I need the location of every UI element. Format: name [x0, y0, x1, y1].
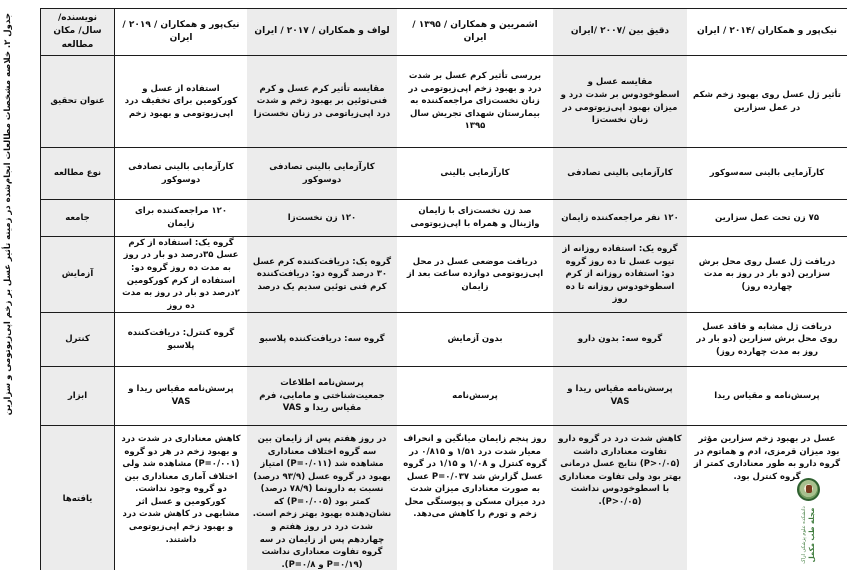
study-ashmariin1395-control: بدون آزمایش	[397, 313, 553, 367]
study-nikpour2019-population: ۱۲۰ مراجعه‌کننده برای زایمان	[115, 200, 247, 237]
study-nikpour2014-control: دریافت ژل مشابه و فاقد عسل روی محل برش سزارین (دو بار در روز به مدت چهارده روز)	[687, 313, 847, 367]
study-lavaf2017-tools: پرسش‌نامه اطلاعات جمعیت‌شناختی و مامایی، فرم مقیاس ریدا و VAS	[247, 367, 397, 426]
journal-name: مجله طب مکمل	[807, 507, 816, 563]
study-daghighbin2007-tools: پرسش‌نامه مقیاس ریدا و VAS	[553, 367, 687, 426]
study-ashmariin1395-title: بررسی تأثیر کرم عسل بر شدت درد و بهبود زخم اپی‌زیوتومی در زنان نخست‌زای مراجعه‌کننده به بیمارستان شهدای تجریش سال ۱۳۹۵	[397, 56, 553, 148]
study-nikpour2014-author: نیک‌پور و همکاران /۲۰۱۴ / ایران	[687, 8, 847, 56]
study-nikpour2019-findings: کاهش معناداری در شدت درد و بهبود زخم در هر دو گروه (P=۰/۰۰۱) مشاهده شد ولی اختلاف آماری معناداری بین دو گروه وجود نداشت. کورکومین و عسل اثر مشابهی در کاهش شدت درد و بهبود زخم اپی‌زیوتومی داشتند.	[121, 434, 241, 545]
study-nikpour2019-title: استفاده از عسل و کورکومین برای تخفیف درد اپی‌زیوتومی و بهبود زخم	[115, 56, 247, 148]
study-nikpour2014-type: کارآزمایی بالینی سه‌سوکور	[687, 148, 847, 200]
study-lavaf2017-experiment: گروه یک: دریافت‌کننده کرم عسل ۳۰ درصد گروه دو: دریافت‌کننده کرم فنی توئین سدیم یک درصد	[247, 237, 397, 313]
study-nikpour2014-title: تأثیر ژل عسل روی بهبود زخم شکم در عمل سزارین	[687, 56, 847, 148]
study-ashmariin1395-population: صد زن نخست‌زای با زایمان واژینال و همراه با اپی‌زیوتومی	[397, 200, 553, 237]
study-lavaf2017-title: مقایسه تأثیر کرم عسل و کرم فنی‌توئین بر بهبود زخم و شدت درد اپی‌زیاتومی در زنان نخست‌زا	[247, 56, 397, 148]
study-daghighbin2007-title: مقایسه عسل و اسطوخودوس بر شدت درد و میزان بهبود اپی‌زیوتومی در زنان نخست‌زا	[553, 56, 687, 148]
study-ashmariin1395-type: کارآزمایی بالینی	[397, 148, 553, 200]
study-nikpour2019-control: گروه کنترل: دریافت‌کننده پلاسبو	[115, 313, 247, 367]
study-nikpour2014-findings: عسل در بهبود زخم سزارین مؤثر بود میزان قرمزی، ادم و هماتوم در گروه دارو به طور معناداری کمتر از گروه کنترل بود.	[693, 434, 841, 482]
study-lavaf2017-findings: در روز هفتم پس از زایمان بین سه گروه اختلاف معناداری مشاهده شد (P=۰/۰۱۱) امتیاز بهبود در گروه عسل (۹۳/۹ درصد) نسبت به دارونما (۷۸/۹ درصد) کمتر بود (P=۰/۰۰۵) که نشان‌دهنده بهبود بهتر زخم است. شدت درد در روز هفتم و چهاردهم پس از زایمان در سه گروه تفاوت معناداری نداشت (P=۰/۱۹ و P=۰/۸).	[247, 426, 397, 570]
study-ashmariin1395-author: اشمریین و همکاران / ۱۳۹۵ /ایران	[397, 8, 553, 56]
study-lavaf2017-control: گروه سه: دریافت‌کننده پلاسبو	[247, 313, 397, 367]
studies-summary-table	[40, 8, 847, 570]
study-lavaf2017-type: کارآزمایی بالینی تصادفی دوسوکور	[247, 148, 397, 200]
seal-core-icon	[806, 485, 812, 493]
study-ashmariin1395-experiment: دریافت موضعی عسل در محل اپی‌زیوتومی دوازده ساعت بعد از زایمان	[397, 237, 553, 313]
journal-affiliation: دانشکده علوم پزشکی اراک	[801, 506, 807, 564]
study-nikpour2019-experiment: گروه یک: استفاده از کرم عسل ۳۵درصد دو بار در روز به مدت ده روز گروه دو: استفاده از کرم کورکومین ۲درصد دو بار در روز به مدت ده روز	[115, 237, 247, 313]
row-label-tools: ابزار	[40, 367, 115, 426]
study-daghighbin2007-findings: کاهش شدت درد در گروه دارو تفاوت معناداری داشت (P>۰/۰۵) نتایج عسل درمانی بهتر بود ولی تفاوت معناداری با اسطوخودوس نداشت (P>۰/۰۵).	[553, 426, 687, 570]
row-label-control: کنترل	[40, 313, 115, 367]
study-daghighbin2007-author: دقیق بین /۲۰۰۷ /ایران	[553, 8, 687, 56]
study-daghighbin2007-type: کارآزمایی بالینی تصادفی	[553, 148, 687, 200]
row-label-author: نویسنده/ سال/ مکان مطالعه	[40, 8, 115, 56]
study-lavaf2017-author: لواف و همکاران / ۲۰۱۷ / ایران	[247, 8, 397, 56]
table-caption-vertical: جدول ۲. خلاصه مشخصات مطالعات انجام‌شده در زمینه تأثیر عسل بر زخم اپی‌زیوتومی و سزارین	[3, 13, 13, 416]
study-nikpour2014-tools: پرسش‌نامه و مقیاس ریدا	[687, 367, 847, 426]
study-lavaf2017-population: ۱۲۰ زن نخست‌زا	[247, 200, 397, 237]
row-label-type: نوع مطالعه	[40, 148, 115, 200]
study-ashmariin1395-findings: روز پنجم زایمان میانگین و انحراف معیار شدت درد ۱/۵۱ و ۰/۸۱۵ در گروه کنترل و ۱/۰۸ و ۱/۱۵ در گروه عسل گزارش شد P=۰/۰۳۷ عسل به صورت معناداری میزان شدت درد میزان مسکن و پیوستگی محل زخم و تورم را کاهش می‌دهد.	[403, 434, 547, 520]
study-daghighbin2007-population: ۱۲۰ نفر مراجعه‌کننده زایمان	[553, 200, 687, 237]
study-ashmariin1395-tools: پرسش‌نامه	[397, 367, 553, 426]
row-label-experiment: آزمایش	[40, 237, 115, 313]
study-nikpour2014-population: ۷۵ زن تحت عمل سزارین	[687, 200, 847, 237]
row-label-findings: یافته‌ها	[40, 426, 115, 570]
study-nikpour2019-tools: پرسش‌نامه مقیاس ریدا و VAS	[115, 367, 247, 426]
journal-seal-icon	[797, 478, 820, 501]
row-label-title: عنوان تحقیق	[40, 56, 115, 148]
study-daghighbin2007-control: گروه سه: بدون دارو	[553, 313, 687, 367]
study-nikpour2014-experiment: دریافت ژل عسل روی محل برش سزارین (دو بار در روز به مدت چهارده روز)	[687, 237, 847, 313]
journal-stamp	[801, 502, 816, 568]
row-label-population: جامعه	[40, 200, 115, 237]
study-nikpour2019-author: نیک‌پور و همکاران / ۲۰۱۹ / ایران	[115, 8, 247, 56]
study-daghighbin2007-experiment: گروه یک: استفاده روزانه از تیوب عسل تا ده روز گروه دو: استفاده روزانه از کرم اسطوخودوس روزانه تا ده روز	[553, 237, 687, 313]
study-nikpour2019-type: کارآزمایی بالینی تصادفی دوسوکور	[115, 148, 247, 200]
